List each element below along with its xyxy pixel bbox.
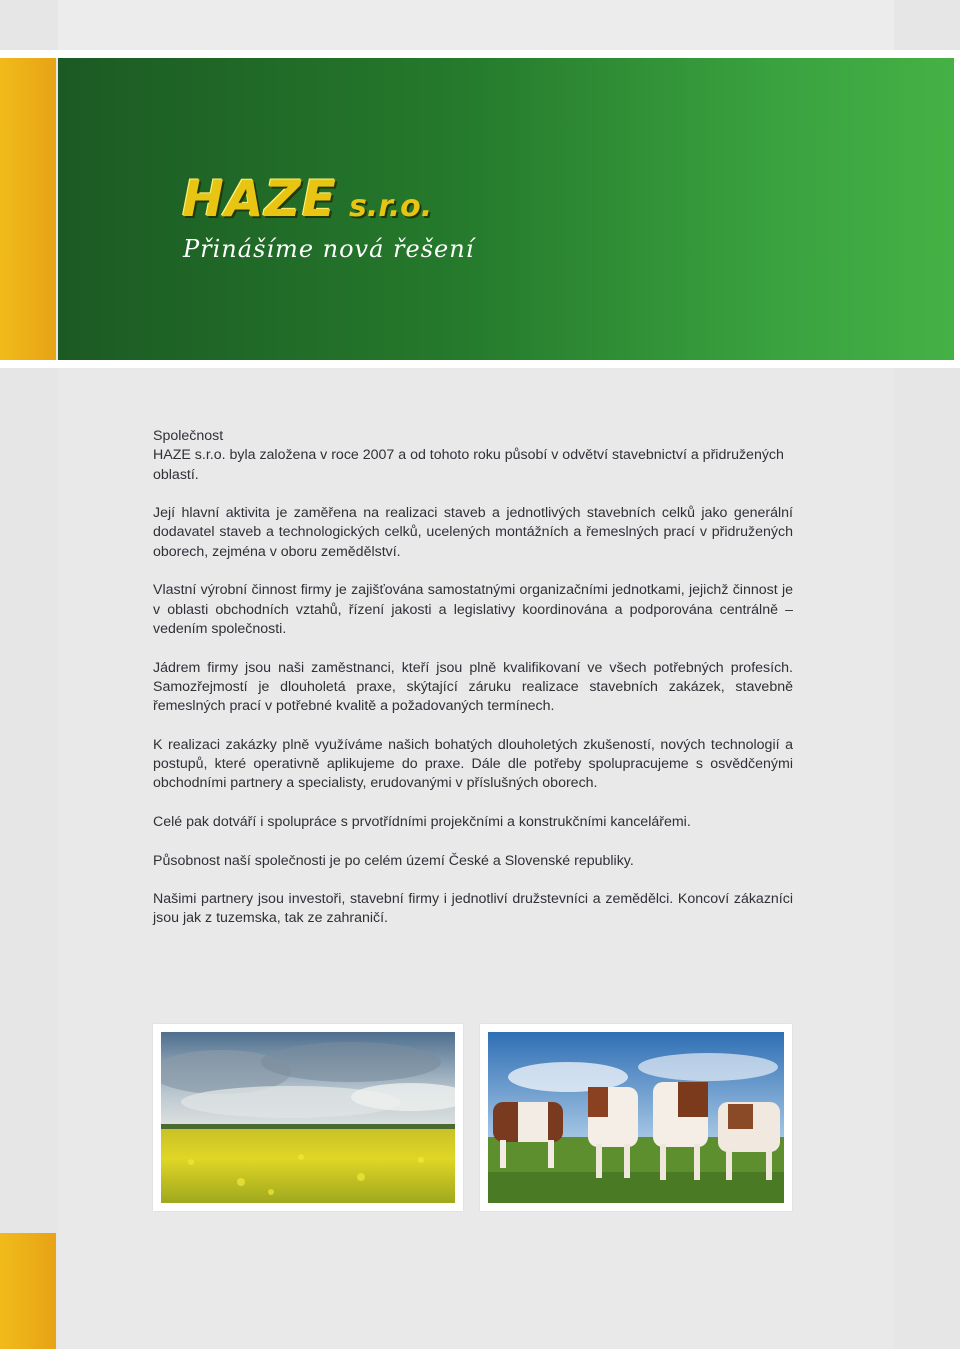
paragraph: Její hlavní aktivita je zaměřena na realizaci staveb a jednotlivých stavebních celků jako generální dodavatel staveb a technologických celků, ucelených montážních a řemeslných prací v přidružených oborech, zejména v oboru zemědělství. — [153, 505, 793, 560]
rapeseed-field-photo — [153, 1024, 463, 1211]
yellow-side-bar — [0, 58, 56, 360]
divider-strip — [0, 50, 960, 58]
intro-paragraph: Společnost HAZE s.r.o. byla založena v roce 2007 a od tohoto roku působí v odvětví stavebnictví a přidružených oblastí. — [153, 428, 784, 483]
slogan: Přinášíme nová řešení — [183, 235, 475, 263]
divider-strip-lower — [0, 360, 960, 368]
paragraph: Působnost naší společnosti je po celém území České a Slovenské republiky. — [153, 852, 634, 869]
logo-sub-text: s.r.o. — [348, 189, 433, 224]
paragraph: K realizaci zakázky plně využíváme našich bohatých dlouholetých zkušeností, nových technologií a postupů, které operativně aplikujeme do praxe. Dále dle potřeby spolupracujeme s osvědčenými obchodními partnery a specialisty, erudovanými v příslušných oborech. — [153, 736, 793, 792]
cows-photo — [480, 1024, 792, 1211]
company-logo — [182, 170, 432, 228]
paragraph: Celé pak dotváří i spolupráce s prvotřídními projekčními a konstrukčními kancelářemi. — [153, 813, 691, 830]
top-page-column — [58, 0, 894, 50]
logo-main-text: HAZE — [182, 170, 337, 228]
paragraph: Našimi partnery jsou investoři, stavební firmy i jednotliví družstevníci a zemědělci. Koncoví zákazníci jsou jak z tuzemska, tak ze zahraničí. — [153, 891, 793, 927]
paragraph: Jádrem firmy jsou naši zaměstnanci, kteří jsou plně kvalifikovaní ve všech potřebných profesích. Samozřejmostí je dlouholetá praxe, skýtající záruku realizace stavebních zakázek, stavebně řemeslných prací v potřebné kvalitě a požadovaných termínech. — [153, 659, 793, 715]
paragraph: Vlastní výrobní činnost firmy je zajišťována samostatnými organizačními jednotkami, jejichž činnost je v oblasti obchodních vztahů, řízení jakosti a legislativy koordinována a podporována centrálně – vedením společnosti. — [153, 582, 793, 637]
yellow-side-bar-bottom — [0, 1233, 56, 1349]
company-description — [153, 427, 793, 948]
rapeseed-field-illustration — [161, 1032, 455, 1203]
cows-illustration — [488, 1032, 784, 1203]
banner-edge — [954, 58, 960, 360]
